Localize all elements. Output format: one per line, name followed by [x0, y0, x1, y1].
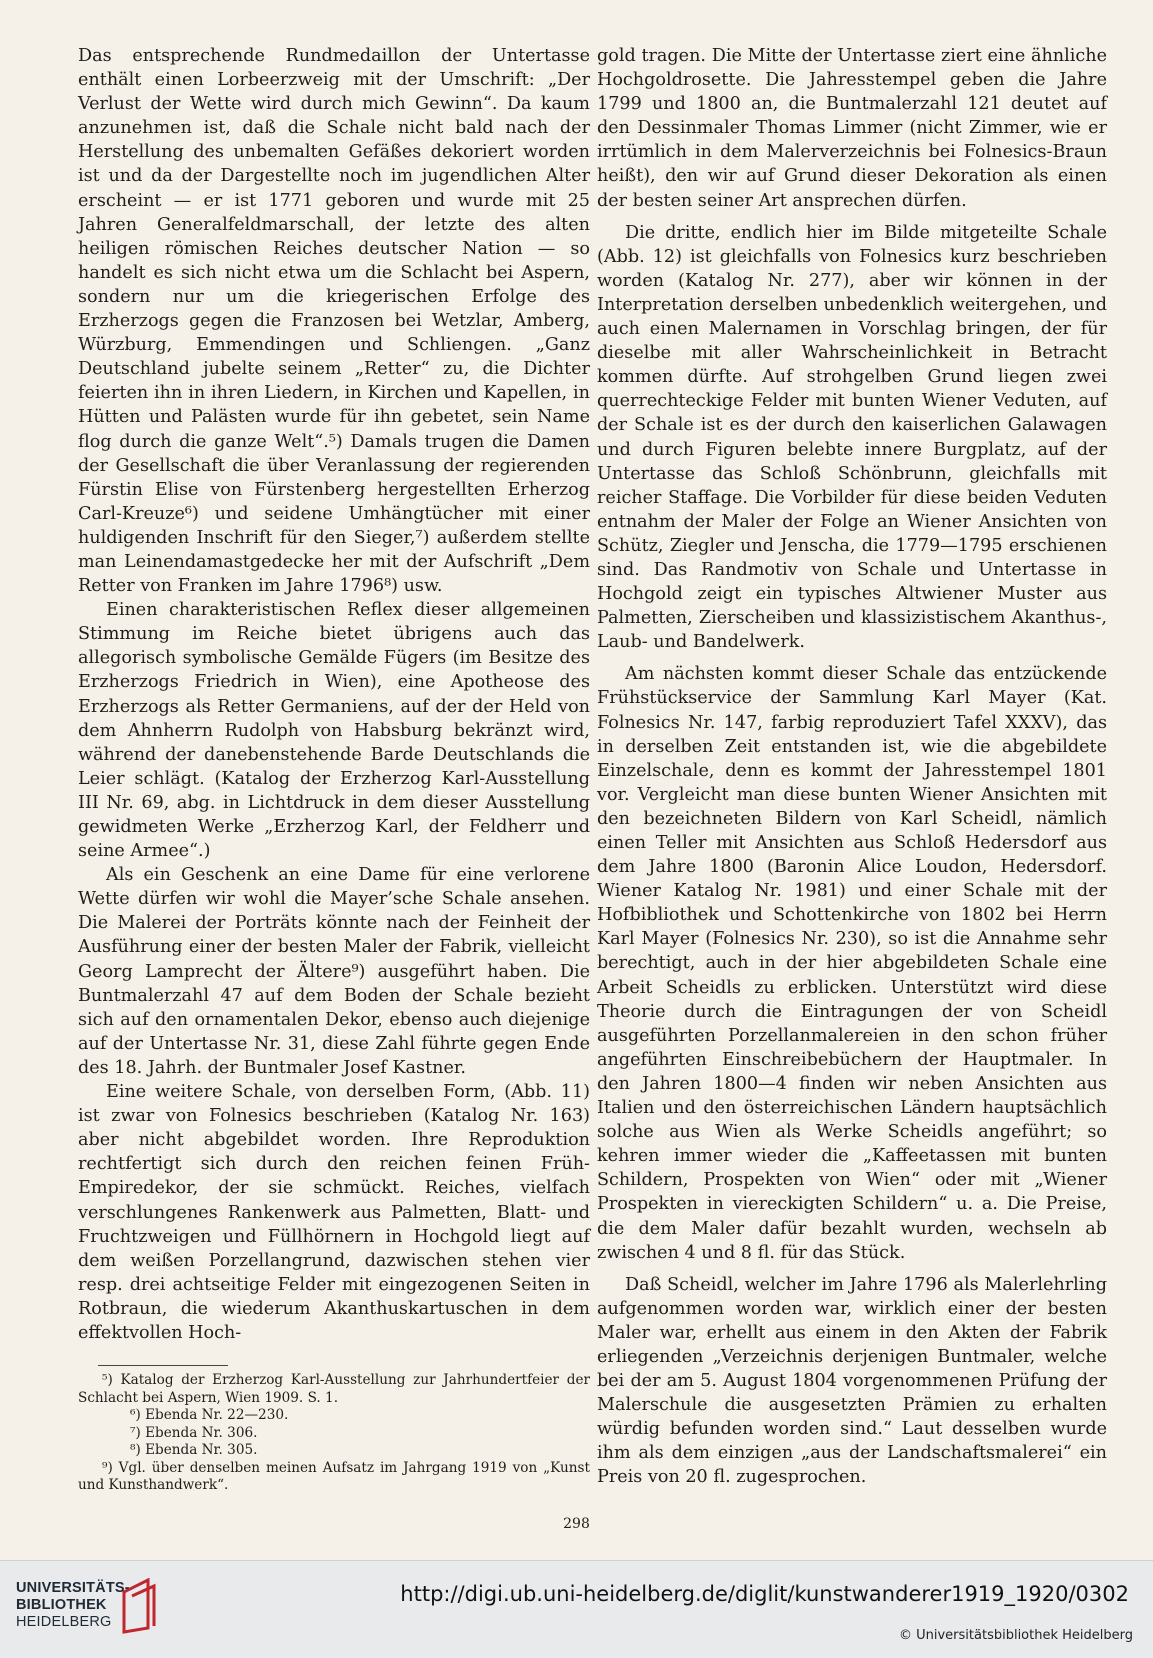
footnote-7: ⁷) Ebenda Nr. 306. — [130, 1424, 258, 1441]
library-logo-text — [16, 1580, 130, 1631]
footnote-9: ⁹) Vgl. über denselben meinen Aufsatz im Jahrgang 1919 von „Kunst und Kunsthandwerk“. — [78, 1459, 590, 1494]
right-paragraph-3: Am nächsten kommt dieser Schale das entzückende Frühstückservice der Sammlung Karl Mayer (Kat. Folnesics Nr. 147, farbig reproduziert Tafel XXXV), das in derselben Zeit entstanden ist, wie die abgebildete Einzelschale, denn es kommt der Jahresstempel 1801 vor. Vergleicht man diese bunten Wiener Ansichten mit den bezeichneten Bildern von Karl Scheidl, nämlich einen Teller mit Ansichten aus Schloß Hedersdorf aus dem Jahre 1800 (Baronin Alice Loudon, Hedersdorf. Wiener Katalog Nr. 1981) und einer Schale mit der Hofbibliothek und Schottenkirche von 1802 bei Herrn Karl Mayer (Folnesics Nr. 230), so ist die Annahme sehr berechtigt, auch in der hier abgebildeten Schale eine Arbeit Scheidls zu erblicken. Unterstützt wird diese Theorie durch die Eintragungen der von Scheidl ausgeführten Porzellanmalereien in den schon früher angeführten Einschreibebüchern der Hauptmaler. In den Jahren 1800—4 finden wir neben Ansichten aus Italien und den österreichischen Ländern hauptsächlich solche aus Wien als Werke Scheidls angeführt; so kehren immer wieder die „Kaffeetassen mit bunten Schildern, Prospekten von Wien“ oder mit „Wiener Prospekten in viereckigten Schildern“ u. a. Die Preise, die dem Maler dafür bezahlt wurden, wechseln ab zwischen 4 und 8 fl. für das Stück. — [597, 664, 1107, 1263]
footnote-divider — [98, 1365, 228, 1366]
library-logo-icon — [118, 1578, 156, 1634]
right-paragraph-1: gold tragen. Die Mitte der Untertasse ziert eine ähnliche Hochgoldrosette. Die Jahresstempel geben die Jahre 1799 und 1800 an, die Buntmalerzahl 121 deutet auf den Dessinmaler Thomas Limmer (nicht Zimmer, wie er irrtümlich in dem Malerverzeichnis bei Folnesics-Braun heißt), den wir auf Grund dieser Dekoration als einen der besten seiner Art ansprechen dürfen. — [597, 46, 1107, 211]
logo-line-3: HEIDELBERG — [16, 1614, 112, 1630]
footnote-5: ⁵) Katalog der Erzherzog Karl-Ausstellung zur Jahrhundertfeier der Schlacht bei Aspern, Wien 1909. S. 1. — [78, 1372, 590, 1406]
footnote-8: ⁸) Ebenda Nr. 305. — [130, 1442, 258, 1459]
permalink-url[interactable]: http://digi.ub.uni-heidelberg.de/diglit/kunstwanderer1919_1920/0302 — [400, 1582, 1129, 1606]
left-paragraph-3: Als ein Geschenk an eine Dame für eine verlorene Wette dürfen wir wohl die Mayer’sche Schale ansehen. Die Malerei der Porträts könnte nach der Feinheit der Ausführung einer der besten Maler der Fabrik, vielleicht Georg Lamprecht der Ältere⁹) ausgeführt haben. Die Buntmalerzahl 47 auf dem Boden der Schale bezieht sich auf den ornamentalen Dekor, ebenso auch diejenige auf der Untertasse Nr. 31, diese Zahl führte gegen Ende des 18. Jahrh. der Buntmaler Josef Kastner. — [78, 865, 590, 1078]
left-paragraph-1: Das entsprechende Rundmedaillon der Untertasse enthält einen Lorbeerzweig mit der Umschrift: „Der Verlust der Wette wird durch mich Gewinn“. Da kaum anzunehmen ist, daß die Schale nicht bald nach der Herstellung des unbemalten Gefäßes dekoriert worden ist und da der Dargestellte noch im jugendlichen Alter erscheint — er ist 1771 geboren und wurde mit 25 Jahren Generalfeldmarschall, der letzte des alten heiligen römischen Reiches deutscher Nation — so handelt es sich nicht etwa um die Schlacht bei Aspern, sondern nur um die kriegerischen Erfolge des Erzherzogs gegen die Franzosen bei Wetzlar, Amberg, Würzburg, Emmendingen und Schliengen. „Ganz Deutschland jubelte seinem „Retter“ zu, die Dichter feierten ihn in ihren Liedern, in Kirchen und Kapellen, in Hütten und Palästen wurde für ihn gebetet, sein Name flog durch die ganze Welt“.⁵) Damals trugen die Damen der Gesellschaft die über Veranlassung der regierenden Fürstin Elise von Fürstenberg hergestellten Erherzog Carl-Kreuze⁶) und seidene Umhängtücher mit einer huldigenden Inschrift für den Sieger,⁷) außerdem stellte man Leinendamastgedecke her mit der Aufschrift „Dem Retter von Franken im Jahre 1796⁸) usw. — [78, 46, 590, 597]
left-paragraph-2: Einen charakteristischen Reflex dieser allgemeinen Stimmung im Reiche bietet übrigens auch das allegorisch symbolische Gemälde Fügers (im Besitze des Erzherzogs Friedrich in Wien), eine Apotheose des Erzherzogs als Retter Germaniens, auf der der Held von dem Ahnherrn Rudolph von Habsburg bekränzt wird, während der danebenstehende Barde Deutschlands die Leier schlägt. (Katalog der Erzherzog Karl-Ausstellung III Nr. 69, abg. in Lichtdruck in dem dieser Ausstellung gewidmeten Werke „Erzherzog Karl, der Feldherr und seine Armee“.) — [78, 600, 590, 862]
right-paragraph-4: Daß Scheidl, welcher im Jahre 1796 als Malerlehrling aufgenommen worden war, wirklich einer der besten Maler war, erhellt aus einem in den Akten der Fabrik erliegenden „Verzeichnis derjenigen Buntmaler, welche bei der am 5. August 1804 vorgenommenen Prüfung der Malerschule die ausgesetzten Prämien zu erhalten würdig befunden worden sind.“ Laut desselben wurde ihm als dem einzigen „aus der Landschaftsmalerei“ ein Preis von 20 fl. zugesprochen. — [597, 1274, 1107, 1488]
page-number: 298 — [563, 1516, 590, 1532]
right-text-column — [597, 44, 1107, 1490]
copyright-notice: © Universitätsbibliothek Heidelberg — [898, 1628, 1133, 1643]
left-paragraph-4: Eine weitere Schale, von derselben Form, (Abb. 11) ist zwar von Folnesics beschrieben (Katalog Nr. 163) aber nicht abgebildet worden. Ihre Reproduktion rechtfertigt sich durch den reichen feinen Früh-Empiredekor, der sie schmückt. Reiches, vielfach verschlungenes Rankenwerk aus Palmetten, Blatt- und Fruchtzweigen und Füllhörnern in Hochgold liegt auf dem weißen Porzellangrund, dazwischen stehen vier resp. drei achtseitige Felder mit eingezogenen Seiten in Rotbraun, die wiederum Akanthuskartuschen in dem effektvollen Hoch- — [78, 1082, 590, 1343]
footnote-6: ⁶) Ebenda Nr. 22—230. — [130, 1407, 289, 1424]
logo-line-1: UNIVERSITÄTS- — [16, 1580, 130, 1596]
logo-line-2: BIBLIOTHEK — [16, 1597, 107, 1613]
left-text-column — [78, 44, 590, 1495]
right-paragraph-2: Die dritte, endlich hier im Bilde mitgeteilte Schale (Abb. 12) ist gleichfalls von Folnesics kurz beschrieben worden (Katalog Nr. 277), aber wir können in der Interpretation derselben unbedenklich weitergehen, und auch einen Malernamen in Vorschlag bringen, der für dieselbe mit aller Wahrscheinlichkeit in Betracht kommen dürfte. Auf strohgelben Grund liegen zwei querrechteckige Felder mit bunten Wiener Veduten, auf der Schale ist es der durch den kaiserlichen Galawagen und durch Figuren belebte innere Burgplatz, auf der Untertasse das Schloß Schönbrunn, gleichfalls mit reicher Staffage. Die Vorbilder für diese beiden Veduten entnahm der Maler der Folge an Wiener Ansichten von Schütz, Ziegler und Jenscha, die 1779—1795 erschienen sind. Das Randmotiv von Schale und Untertasse in Hochgold zeigt ein typisches Altwiener Muster aus Palmetten, Zierscheiben und klassizistischem Akanthus-, Laub- und Bandelwerk. — [597, 222, 1107, 653]
library-footer — [0, 1560, 1153, 1658]
